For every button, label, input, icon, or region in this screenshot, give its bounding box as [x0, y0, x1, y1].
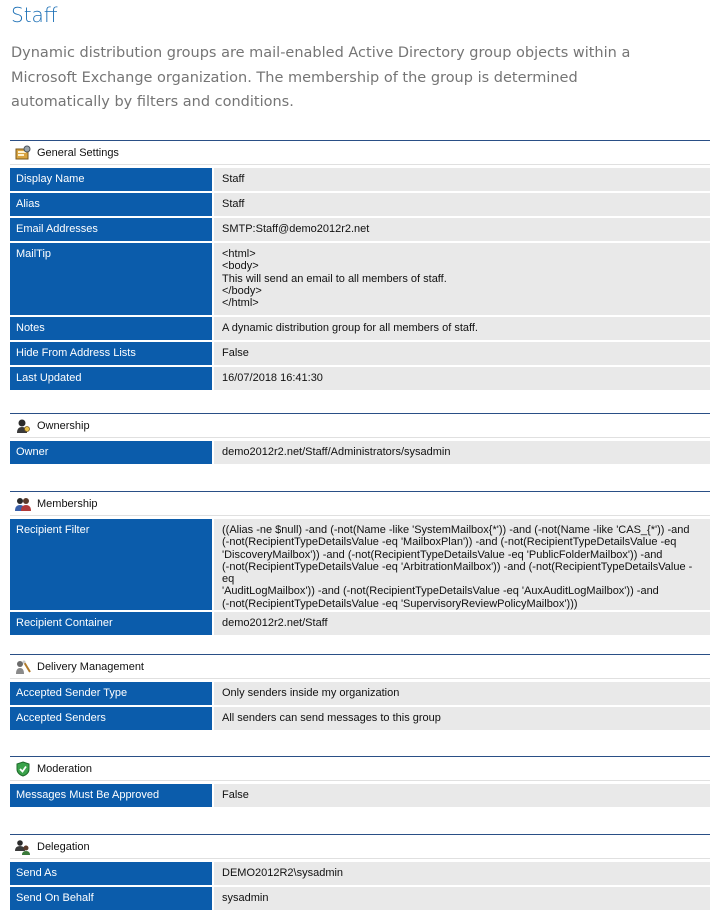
row-key: Accepted Sender Type [10, 682, 214, 705]
section-title: Membership [37, 497, 98, 510]
section-title: General Settings [37, 146, 119, 159]
section-title: Moderation [37, 762, 93, 775]
delegation-table [10, 860, 710, 912]
table-row [10, 612, 710, 635]
section-header [10, 834, 710, 859]
row-key: Alias [10, 193, 214, 216]
row-value: A dynamic distribution group for all members of staff. [214, 317, 710, 340]
section-delegation [10, 834, 710, 912]
row-key: Hide From Address Lists [10, 342, 214, 365]
row-key: Send As [10, 862, 214, 885]
filter-line: ((Alias -ne $null) -and (-not(Name -like 'SystemMailbox{*')) -and (-not(Name -like 'CAS_{*')) -and [222, 524, 690, 536]
page-title: Staff [11, 3, 58, 27]
general-settings-table [10, 166, 710, 392]
table-row [10, 862, 710, 885]
delivery-icon [15, 659, 31, 675]
row-value [214, 519, 710, 610]
mailtip-line: </html> [222, 297, 259, 310]
table-row [10, 243, 710, 315]
delegation-icon [15, 839, 31, 855]
filter-line: 'AuditLogMailbox')) -and (-not(RecipientTypeDetailsValue -eq 'AuxAuditLogMailbox')) -and [222, 585, 659, 598]
row-value: False [214, 784, 710, 807]
row-key: MailTip [10, 243, 214, 315]
row-key: Email Addresses [10, 218, 214, 241]
table-row [10, 441, 710, 464]
mailtip-line: </body> [222, 284, 262, 297]
row-value: Staff [214, 168, 710, 191]
moderation-table [10, 782, 710, 809]
row-key: Recipient Filter [10, 519, 214, 610]
table-row [10, 218, 710, 241]
section-title: Ownership [37, 419, 90, 432]
table-row [10, 168, 710, 191]
table-row [10, 317, 710, 340]
page-description: Dynamic distribution groups are mail-enabled Active Directory group objects within a Microsoft Exchange organization. The membership of the group is determined automatically by filters and conditions. [11, 45, 631, 110]
table-row [10, 519, 710, 610]
row-key: Notes [10, 317, 214, 340]
row-key: Owner [10, 441, 214, 464]
row-value: Only senders inside my organization [214, 682, 710, 705]
owner-icon [15, 418, 31, 434]
row-key: Messages Must Be Approved [10, 784, 214, 807]
section-title: Delegation [37, 840, 90, 853]
section-general-settings [10, 140, 710, 392]
row-value: demo2012r2.net/Staff [214, 612, 710, 635]
table-row [10, 784, 710, 807]
section-membership [10, 491, 710, 637]
shield-check-icon [15, 761, 31, 777]
table-row [10, 367, 710, 390]
mailtip-line: <html> [222, 248, 256, 260]
section-title: Delivery Management [37, 660, 144, 673]
table-row [10, 887, 710, 910]
section-header [10, 756, 710, 781]
section-header [10, 413, 710, 438]
row-value: demo2012r2.net/Staff/Administrators/sysadmin [214, 441, 710, 464]
row-value: SMTP:Staff@demo2012r2.net [214, 218, 710, 241]
filter-line: (-not(RecipientTypeDetailsValue -eq 'ArbitrationMailbox')) -and (-not(RecipientTypeDetailsValue -eq [222, 560, 693, 586]
row-value: False [214, 342, 710, 365]
mailtip-line: <body> [222, 260, 259, 273]
table-row [10, 682, 710, 705]
row-value [214, 243, 710, 315]
table-row [10, 707, 710, 730]
settings-icon [15, 145, 31, 161]
row-value: DEMO2012R2\sysadmin [214, 862, 710, 885]
row-value: sysadmin [214, 887, 710, 910]
delivery-table [10, 680, 710, 732]
section-header [10, 140, 710, 165]
row-value: Staff [214, 193, 710, 216]
filter-line: 'DiscoveryMailbox')) -and (-not(RecipientTypeDetailsValue -eq 'PublicFolderMailbox')) -and [222, 548, 663, 561]
section-moderation [10, 756, 710, 809]
table-row [10, 342, 710, 365]
filter-line: (-not(RecipientTypeDetailsValue -eq 'SupervisoryReviewPolicyMailbox'))) [222, 597, 578, 610]
row-key: Display Name [10, 168, 214, 191]
section-header [10, 654, 710, 679]
group-icon [15, 496, 31, 512]
row-value: 16/07/2018 16:41:30 [214, 367, 710, 390]
mailtip-line: This will send an email to all members of staff. [222, 272, 447, 285]
row-key: Accepted Senders [10, 707, 214, 730]
membership-table [10, 517, 710, 637]
section-header [10, 491, 710, 516]
filter-line: (-not(RecipientTypeDetailsValue -eq 'MailboxPlan')) -and (-not(RecipientTypeDetailsValue -eq [222, 536, 677, 549]
section-ownership [10, 413, 710, 466]
row-key: Send On Behalf [10, 887, 214, 910]
row-key: Last Updated [10, 367, 214, 390]
table-row [10, 193, 710, 216]
row-value: All senders can send messages to this group [214, 707, 710, 730]
row-key: Recipient Container [10, 612, 214, 635]
section-delivery-management [10, 654, 710, 732]
ownership-table [10, 439, 710, 466]
